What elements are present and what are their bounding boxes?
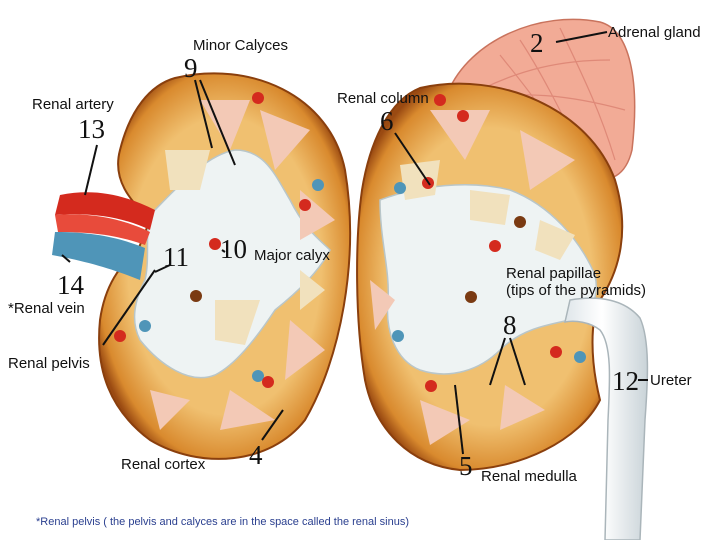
number-4: 4 [249,440,263,470]
label-renal-artery: Renal artery [32,96,114,113]
label-minor-calyces: Minor Calyces [193,37,289,54]
number-10: 10 [220,234,247,264]
number-9: 9 [184,53,198,83]
number-11: 11 [163,242,189,272]
label-renal-medulla: Renal medulla [481,468,577,485]
footnote: *Renal pelvis ( the pelvis and calyces are in the space called the renal sinus) [36,516,409,528]
label-renal-papillae-line2: (tips of the pyramids) [506,282,647,300]
label-major-calyx: Major calyx [254,247,330,264]
label-renal-pelvis: Renal pelvis [8,355,90,372]
number-12: 12 [612,366,639,396]
label-renal-cortex: Renal cortex [121,456,206,473]
label-ureter: Ureter [650,372,692,389]
number-2: 2 [530,28,544,58]
label-renal-papillae [506,265,646,300]
label-renal-vein: *Renal vein [8,300,85,317]
number-13: 13 [78,114,105,144]
label-renal-papillae-line1: Renal papillae [506,265,602,282]
number-6: 6 [380,106,394,136]
label-renal-column: Renal column [337,90,429,107]
renal-vessels [52,192,155,280]
number-5: 5 [459,451,473,481]
number-14: 14 [57,270,84,300]
label-adrenal-gland: Adrenal gland [608,24,701,41]
number-8: 8 [503,310,517,340]
